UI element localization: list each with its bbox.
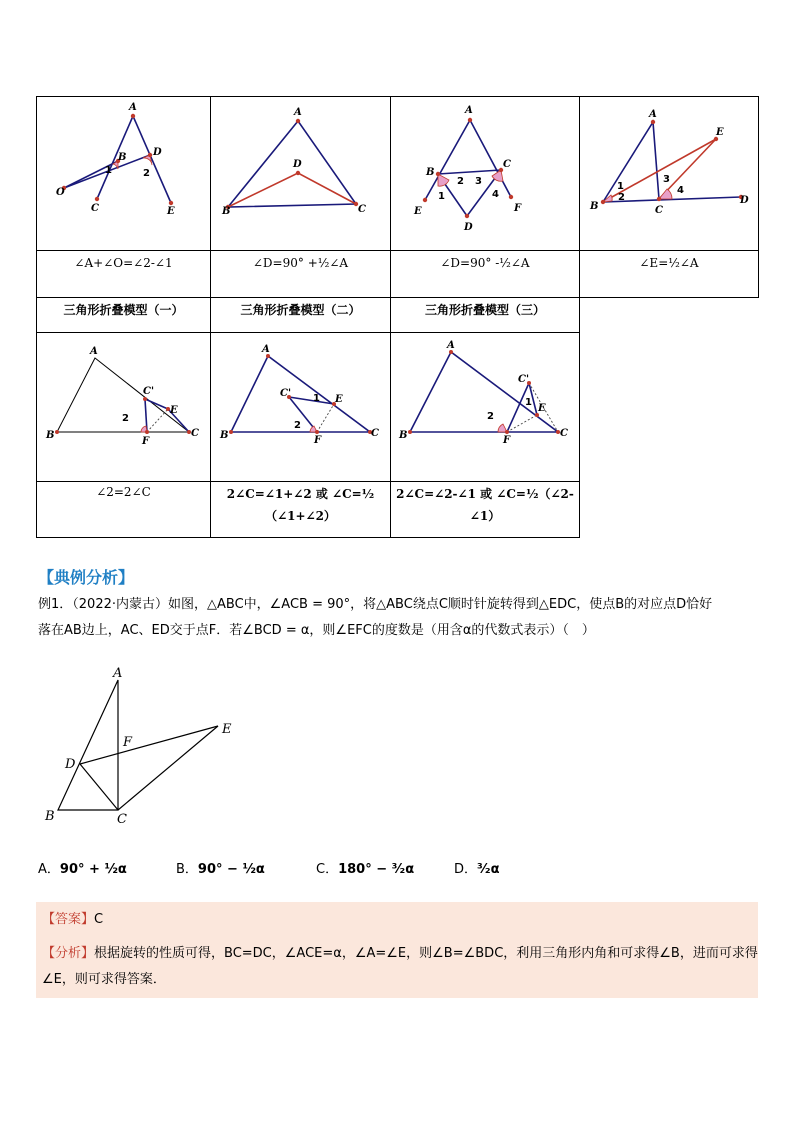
f3-label-B: B <box>426 167 435 178</box>
formula-6: 2∠C=∠1+∠2 或 ∠C=½（∠1+∠2） <box>226 487 375 523</box>
f7-label-C: C <box>560 428 568 439</box>
answer-box <box>36 902 758 998</box>
figure-4 <box>589 109 749 216</box>
f4-label-A: A <box>649 109 657 120</box>
f3-label-D: D <box>464 222 473 233</box>
f2-label-C: C <box>358 204 366 215</box>
f1-num-1: 1 <box>105 165 112 176</box>
f6-num-2: 2 <box>294 420 301 431</box>
f1-label-B: B <box>118 152 127 163</box>
answer-value: C <box>94 912 104 927</box>
choice-b[interactable] <box>176 858 265 877</box>
main-label-C: C <box>117 812 127 827</box>
choice-a-letter: A． <box>38 862 60 877</box>
example-figure <box>44 666 232 827</box>
f2-label-D: D <box>293 159 302 170</box>
f4-num-1: 1 <box>617 181 624 192</box>
problem-text <box>38 592 758 644</box>
f4-num-2: 2 <box>618 192 625 203</box>
f6-label-F: F <box>314 435 322 446</box>
choice-b-text: 90° − ½α <box>197 862 265 877</box>
f7-label-A: A <box>447 340 455 351</box>
analysis-text-2: ∠E，则可求得答案． <box>42 972 166 987</box>
f3-num-4: 4 <box>492 189 499 200</box>
formula-4: ∠E=½∠A <box>639 256 699 270</box>
f2-label-B: B <box>222 206 231 217</box>
formula-3: ∠D=90° -½∠A <box>440 256 530 270</box>
problem-line-1: 例1．（2022·内蒙古）如图，△ABC中，∠ACB = 90°，将△ABC绕点C顺时针旋转得到△EDC，使点B的对应点D恰好 <box>38 597 713 612</box>
f3-label-F: F <box>514 203 522 214</box>
f7-label-Cp: C' <box>518 374 530 385</box>
f7-label-E: E <box>538 403 546 414</box>
f3-num-2: 2 <box>457 176 464 187</box>
main-label-A: A <box>113 666 123 681</box>
model-label-2: 三角形折叠模型（二） <box>240 302 361 317</box>
f4-label-E: E <box>716 127 724 138</box>
f5-label-A: A <box>90 346 98 357</box>
f5-label-F: F <box>142 436 150 447</box>
f1-label-C: C <box>91 203 99 214</box>
f5-label-E: E <box>170 405 178 416</box>
f5-num-2: 2 <box>122 413 129 424</box>
f5-label-B: B <box>46 430 55 441</box>
f6-label-B: B <box>220 430 229 441</box>
f1-label-E: E <box>167 206 175 217</box>
f6-num-1: 1 <box>313 393 320 404</box>
answer-line <box>42 908 103 927</box>
f6-label-C: C <box>371 428 379 439</box>
formula-2: ∠D=90° +½∠A <box>252 256 349 270</box>
choice-a[interactable] <box>38 858 127 877</box>
f6-label-A: A <box>262 344 270 355</box>
analysis-tag: 【分析】 <box>42 946 95 961</box>
main-label-E: E <box>222 722 232 737</box>
f3-label-E: E <box>414 206 422 217</box>
section-title: 【典例分析】 <box>38 568 135 587</box>
choice-c-text: 180° − ³⁄₂α <box>338 862 415 877</box>
main-label-B: B <box>45 809 55 824</box>
analysis-text-1: 根据旋转的性质可得，BC=DC，∠ACE=α，∠A=∠E，则∠B=∠BDC，利用三角形内角和可求得∠B，进而可求得 <box>94 946 758 961</box>
main-label-D: D <box>65 757 76 772</box>
f6-label-Cp: C' <box>280 388 292 399</box>
model-label-3: 三角形折叠模型（三） <box>424 302 545 317</box>
f1-label-A: A <box>129 102 137 113</box>
choice-b-letter: B． <box>176 862 198 877</box>
figure-2 <box>221 107 366 217</box>
f1-label-O: O <box>56 187 65 198</box>
choice-a-text: 90° + ½α <box>59 862 127 877</box>
analysis-line-1 <box>42 942 758 961</box>
f4-num-3: 3 <box>663 174 670 185</box>
f5-label-Cp: C' <box>143 386 155 397</box>
f7-label-B: B <box>399 430 408 441</box>
figure-1 <box>56 102 175 217</box>
f2-label-A: A <box>294 107 302 118</box>
f6-label-E: E <box>335 394 343 405</box>
f4-label-D: D <box>740 195 749 206</box>
answer-tag: 【答案】 <box>42 912 95 927</box>
main-label-F: F <box>123 735 133 750</box>
f7-label-F: F <box>503 435 511 446</box>
f4-num-4: 4 <box>677 185 684 196</box>
f4-label-B: B <box>590 201 599 212</box>
f3-label-C: C <box>503 159 511 170</box>
f7-num-2: 2 <box>487 411 494 422</box>
choice-d-letter: D． <box>454 862 478 877</box>
figure-5 <box>45 346 199 447</box>
f3-num-3: 3 <box>475 176 482 187</box>
formula-1: ∠A+∠O=∠2-∠1 <box>74 256 173 270</box>
f3-num-1: 1 <box>438 191 445 202</box>
choice-d[interactable] <box>454 858 500 877</box>
f4-label-C: C <box>655 205 663 216</box>
f7-num-1: 1 <box>525 397 532 408</box>
choice-d-text: ³⁄₂α <box>477 862 500 877</box>
f1-label-D: D <box>153 147 162 158</box>
figure-3 <box>413 105 522 233</box>
figure-7 <box>398 340 568 446</box>
choice-c-letter: C． <box>316 862 339 877</box>
f3-label-A: A <box>465 105 473 116</box>
problem-line-2: 落在AB边上，AC、ED交于点F．若∠BCD = α，则∠EFC的度数是（用含α的代数式表示）（ ） <box>38 623 595 638</box>
formula-5: ∠2=2∠C <box>96 485 151 499</box>
f1-num-2: 2 <box>143 168 150 179</box>
model-label-1: 三角形折叠模型（一） <box>63 302 184 317</box>
f5-label-C: C <box>191 428 199 439</box>
choice-c[interactable] <box>316 858 414 877</box>
figure-6 <box>219 344 379 446</box>
formula-7: 2∠C=∠2-∠1 或 ∠C=½（∠2-∠1） <box>396 487 574 523</box>
